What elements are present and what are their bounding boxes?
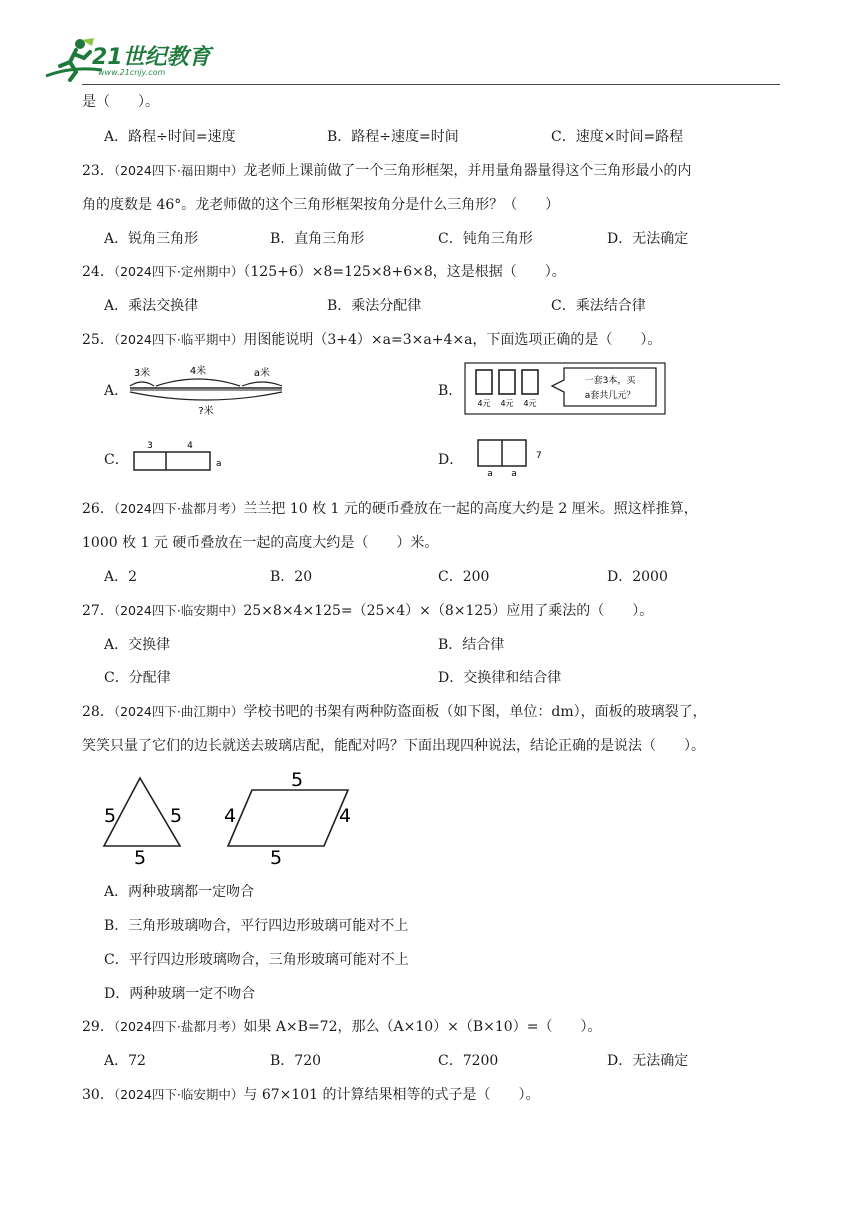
q25-figc-label2: 4 (187, 441, 193, 451)
q28-text1: 学校书吧的书架有两种防盗面板（如下图，单位：dm），面板的玻璃裂了， (243, 704, 707, 720)
q25-figc-side: a (216, 459, 222, 469)
q26-option-b[interactable]: B．20 (270, 569, 313, 585)
q23-option-d[interactable]: D．无法确定 (607, 231, 689, 247)
q30-source: （2024四下·临安期中） (113, 1087, 244, 1102)
q30-stem (82, 1085, 540, 1105)
q28-stem-line2: 笑笑只量了它们的边长就送去玻璃店配，能配对吗？下面出现四种说法，结论正确的是说法（ ）。 (82, 738, 705, 754)
q23-option-c[interactable]: C．钝角三角形 (438, 231, 533, 247)
q25-figa-label3: a米 (253, 368, 271, 379)
q22-option-b[interactable]: B．路程÷速度=时间 (327, 129, 459, 145)
q29-option-a[interactable]: A．72 (104, 1053, 146, 1069)
q26-option-d[interactable]: D．2000 (607, 569, 668, 585)
q27-option-b[interactable]: B．结合律 (438, 637, 505, 653)
q27-text1: 25×8×4×125=（25×4）×（8×125）应用了乘法的（ ）。 (243, 603, 654, 619)
q25-option-d[interactable]: D． (438, 452, 464, 468)
header-rule (82, 84, 780, 85)
q24-option-c[interactable]: C．乘法结合律 (551, 298, 646, 314)
q28-tri-bottom: 5 (133, 847, 147, 869)
q25-option-b[interactable]: B． (438, 383, 463, 399)
q25-figd-bottom2: a (511, 469, 517, 478)
q23-option-a[interactable]: A．锐角三角形 (104, 231, 199, 247)
q26-text1: 兰兰把 10 枚 1 元的硬币叠放在一起的高度大约是 2 厘米。照这样推算， (243, 501, 698, 517)
q27-option-d[interactable]: D．交换律和结合律 (438, 670, 562, 686)
q28-tri-left: 5 (103, 805, 117, 827)
q25-figb-price3: 4元 (523, 399, 537, 408)
q22-tail: 是（ ）。 (82, 94, 159, 110)
q29-number: 29． (82, 1019, 114, 1035)
q26-number: 26． (82, 501, 114, 517)
q28-number: 28． (82, 704, 114, 720)
page-header (0, 0, 860, 90)
q27-option-c[interactable]: C．分配律 (104, 670, 171, 686)
q23-source: （2024四下·福田期中） (113, 163, 244, 178)
q26-option-c[interactable]: C．200 (438, 569, 490, 585)
q25-figure-b (464, 362, 668, 416)
q28-option-c[interactable]: C．平行四边形玻璃吻合，三角形玻璃可能对不上 (104, 952, 409, 968)
q23-stem-line1 (82, 161, 691, 181)
q25-figa-bottom: ?米 (198, 406, 214, 416)
q25-figb-bubble1: 一套3本，买 (584, 376, 636, 386)
q27-option-a[interactable]: A．交换律 (104, 637, 171, 653)
q29-option-d[interactable]: D．无法确定 (607, 1053, 689, 1069)
q28-para-right: 4 (338, 805, 352, 827)
q23-text1: 龙老师上课前做了一个三角形框架，并用量角器量得这个三角形最小的内 (243, 163, 692, 179)
q25-figa-label1: 3米 (133, 368, 151, 379)
q24-text1: （125+6）×8=125×8+6×8，这是根据（ ）。 (243, 264, 566, 280)
q23-number: 23． (82, 163, 114, 179)
q24-stem (82, 262, 566, 282)
q25-figure-d (474, 436, 554, 478)
q22-option-c[interactable]: C．速度×时间=路程 (551, 129, 684, 145)
q28-para-left: 4 (223, 805, 237, 827)
q24-option-b[interactable]: B．乘法分配律 (327, 298, 422, 314)
q27-number: 27． (82, 603, 114, 619)
q26-option-a[interactable]: A．2 (104, 569, 138, 585)
q28-option-a[interactable]: A．两种玻璃都一定吻合 (104, 884, 255, 900)
q28-tri-right: 5 (169, 805, 183, 827)
q25-figa-label2: 4米 (189, 366, 207, 377)
q29-stem (82, 1017, 601, 1037)
q23-stem-line2: 角的度数是 46°。龙老师做的这个三角形框架按角分是什么三角形？（ ） (82, 197, 560, 213)
q24-source: （2024四下·定州期中） (113, 264, 244, 279)
q30-text1: 与 67×101 的计算结果相等的式子是（ ）。 (243, 1087, 540, 1103)
q27-stem (82, 601, 653, 621)
q25-figd-side: 7 (536, 451, 542, 461)
q25-number: 25． (82, 332, 114, 348)
q30-number: 30． (82, 1087, 114, 1103)
q27-source: （2024四下·临安期中） (113, 603, 244, 618)
q28-option-b[interactable]: B．三角形玻璃吻合，平行四边形玻璃可能对不上 (104, 918, 409, 934)
q22-option-a[interactable]: A．路程÷时间=速度 (104, 129, 236, 145)
q25-figb-price1: 4元 (477, 399, 491, 408)
q29-option-b[interactable]: B．720 (270, 1053, 322, 1069)
q25-figd-bottom1: a (487, 469, 493, 478)
q28-para-top: 5 (290, 770, 304, 791)
q28-source: （2024四下·曲江期中） (113, 704, 244, 719)
logo-url: www.21cnjy.com (98, 68, 166, 77)
q23-option-b[interactable]: B．直角三角形 (270, 231, 365, 247)
q26-stem-line1 (82, 499, 698, 519)
logo-title: 21世纪教育 (92, 45, 211, 70)
q28-para-bottom: 5 (269, 847, 283, 869)
q25-figure-c (130, 438, 230, 474)
q25-source: （2024四下·临平期中） (113, 332, 244, 347)
q25-figb-price2: 4元 (500, 399, 514, 408)
q25-figb-bubble2: a套共几元？ (584, 391, 636, 401)
q28-option-d[interactable]: D．两种玻璃一定不吻合 (104, 986, 256, 1002)
q28-figure (98, 770, 368, 870)
q25-stem (82, 330, 661, 350)
q25-figure-a (128, 364, 288, 416)
q25-option-a[interactable]: A． (104, 383, 129, 399)
q26-source: （2024四下·盐都月考） (113, 501, 244, 516)
q24-option-a[interactable]: A．乘法交换律 (104, 298, 199, 314)
q24-number: 24． (82, 264, 114, 280)
q25-figc-label1: 3 (147, 441, 153, 451)
q29-source: （2024四下·盐都月考） (113, 1019, 244, 1034)
q29-text1: 如果 A×B=72，那么（A×10）×（B×10）=（ ）。 (243, 1019, 602, 1035)
q25-text1: 用图能说明（3+4）×a=3×a+4×a，下面选项正确的是（ ）。 (243, 332, 662, 348)
q25-option-c[interactable]: C． (104, 452, 129, 468)
q26-stem-line2: 1000 枚 1 元 硬币叠放在一起的高度大约是（ ）米。 (82, 535, 439, 551)
q28-parallelogram (228, 790, 348, 846)
q28-stem-line1 (82, 702, 707, 722)
q29-option-c[interactable]: C．7200 (438, 1053, 499, 1069)
